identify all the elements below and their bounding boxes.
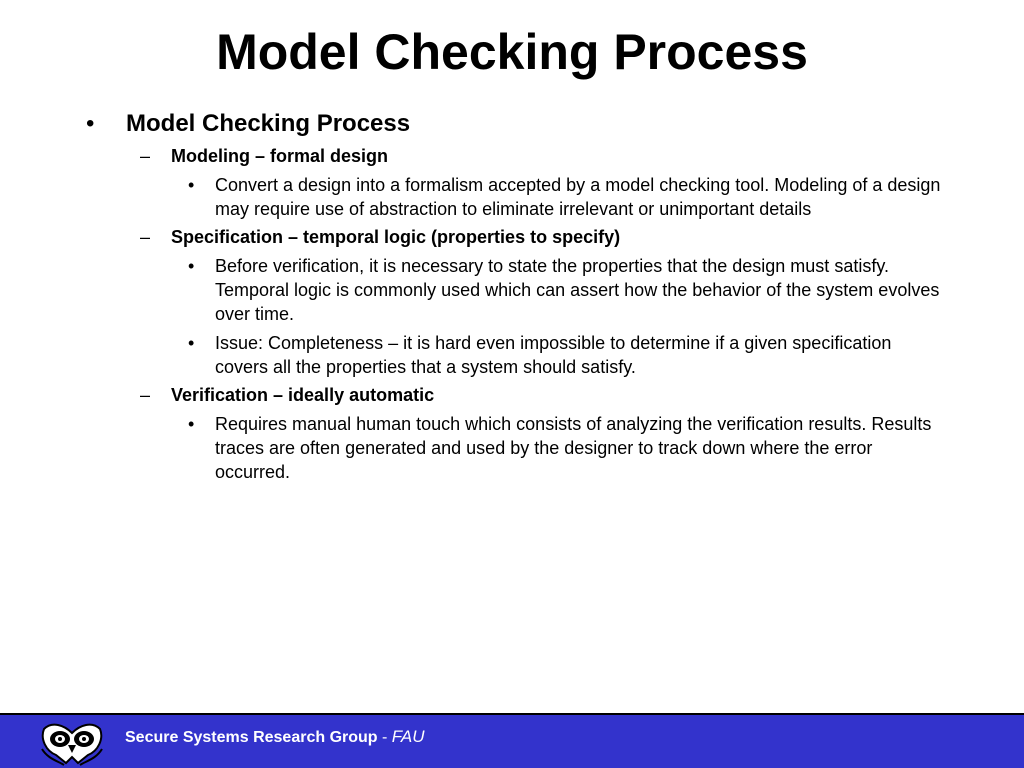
bullet-marker: • <box>188 256 195 276</box>
sub-bullet <box>0 173 943 221</box>
dash-marker: – <box>140 146 151 166</box>
bullet-marker: • <box>86 110 95 137</box>
dash-marker: – <box>140 385 151 405</box>
footer-group-name: Secure Systems Research Group <box>125 729 378 746</box>
footer-bar <box>0 713 1024 768</box>
top-level-bullet <box>0 108 1024 140</box>
sub-bullet-text: Convert a design into a formalism accepted by a model checking tool. Modeling of a design may require use of abstraction to eliminate irrelevant or unimportant details <box>215 175 941 219</box>
bullet-marker: • <box>188 175 195 195</box>
section-heading-text: Modeling – formal design <box>171 146 389 166</box>
sub-bullet-text: Issue: Completeness – it is hard even impossible to determine if a given specification covers all the properties that a system should satisfy. <box>215 333 892 377</box>
bullet-marker: • <box>188 333 195 353</box>
slide-content <box>0 108 1024 484</box>
sub-bullet-text: Before verification, it is necessary to state the properties that the design must satisfy. Temporal logic is commonly used which can assert how the behavior of the system evolves over time. <box>215 256 940 324</box>
section-heading-specification <box>0 225 1024 249</box>
section-heading-modeling <box>0 144 1024 168</box>
sub-bullet <box>0 331 943 379</box>
sub-bullet-text: Requires manual human touch which consists of analyzing the verification results. Results traces are often generated and used by the designer to track down where the error occurred. <box>215 414 932 482</box>
top-level-bullet-text: Model Checking Process <box>126 110 411 137</box>
section-heading-verification <box>0 383 1024 407</box>
slide-title: Model Checking Process <box>216 24 808 80</box>
footer-institution: FAU <box>391 727 425 746</box>
bullet-marker: • <box>188 414 195 434</box>
footer-text <box>125 727 425 748</box>
section-heading-text: Specification – temporal logic (properties to specify) <box>171 227 621 247</box>
section-heading-text: Verification – ideally automatic <box>171 385 435 405</box>
owl-logo-icon <box>38 719 106 767</box>
dash-marker: – <box>140 227 151 247</box>
footer-separator: - <box>377 729 392 746</box>
sub-bullet <box>0 412 943 484</box>
sub-bullet <box>0 254 943 326</box>
